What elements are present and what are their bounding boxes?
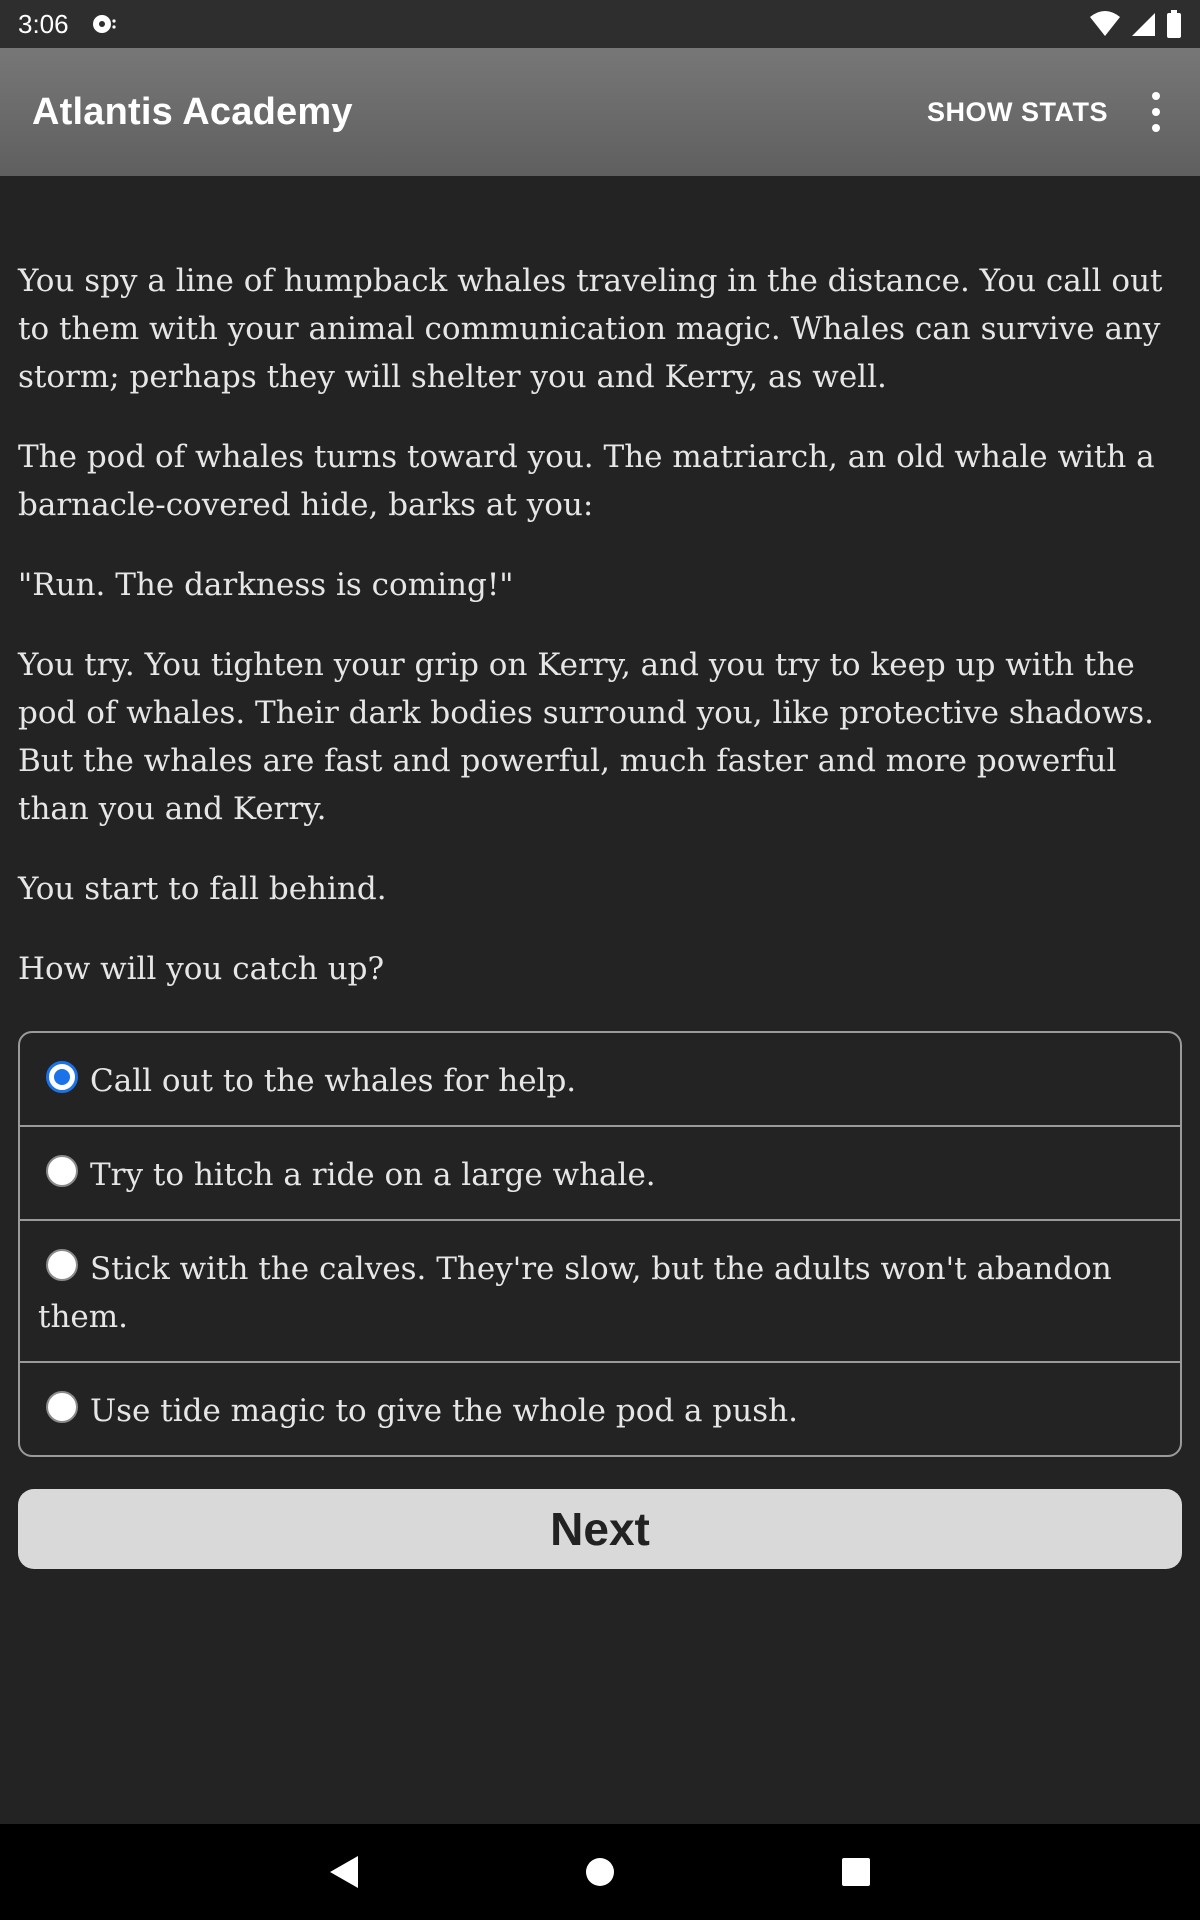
story-question: How will you catch up? xyxy=(18,951,385,987)
story-paragraph: You spy a line of humpback whales traveling in the distance. You call out to them with your animal communication magic. Whales can survive any storm; perhaps they will shelter you and Kerry, as well. xyxy=(18,263,1163,395)
choice-label: Call out to the whales for help. xyxy=(90,1063,577,1099)
cellular-signal-icon xyxy=(1130,11,1156,37)
choice-label: Stick with the calves. They're slow, but the adults won't abandon them. xyxy=(38,1251,1112,1335)
radio-button[interactable] xyxy=(46,1391,78,1423)
radio-button[interactable] xyxy=(46,1249,78,1281)
recents-icon[interactable] xyxy=(828,1844,884,1900)
story-content xyxy=(18,176,1182,1569)
choice-label: Use tide magic to give the whole pod a push. xyxy=(90,1393,798,1429)
choice-option[interactable] xyxy=(20,1361,1180,1455)
notification-icon xyxy=(89,9,119,39)
choice-option[interactable] xyxy=(20,1033,1180,1125)
story-paragraph: The pod of whales turns toward you. The matriarch, an old whale with a barnacle-covered hide, barks at you: xyxy=(18,439,1155,523)
navigation-bar xyxy=(0,1824,1200,1920)
story-paragraph: You start to fall behind. xyxy=(18,871,387,907)
story-paragraph: You try. You tighten your grip on Kerry, and you try to keep up with the pod of whales. Their dark bodies surround you, like protective shadows. But the whales are fast and powerful, much faster and more powerful than you and Kerry. xyxy=(18,647,1154,827)
choice-option[interactable] xyxy=(20,1219,1180,1361)
home-icon[interactable] xyxy=(572,1844,628,1900)
story-paragraph: "Run. The darkness is coming!" xyxy=(18,567,514,603)
more-options-icon[interactable] xyxy=(1144,92,1168,132)
back-icon[interactable] xyxy=(316,1844,372,1900)
radio-button[interactable] xyxy=(46,1155,78,1187)
choice-label: Try to hitch a ride on a large whale. xyxy=(90,1157,656,1193)
status-time: 3:06 xyxy=(18,8,69,39)
show-stats-button[interactable]: SHOW STATS xyxy=(927,96,1108,127)
battery-icon xyxy=(1166,10,1182,38)
app-title: Atlantis Academy xyxy=(32,90,353,133)
choice-option[interactable] xyxy=(20,1125,1180,1219)
radio-button-selected[interactable] xyxy=(46,1061,78,1093)
status-bar xyxy=(0,0,1200,48)
next-button[interactable]: Next xyxy=(18,1489,1182,1569)
choice-list xyxy=(18,1031,1182,1457)
app-bar xyxy=(0,48,1200,176)
wifi-icon xyxy=(1090,11,1120,37)
